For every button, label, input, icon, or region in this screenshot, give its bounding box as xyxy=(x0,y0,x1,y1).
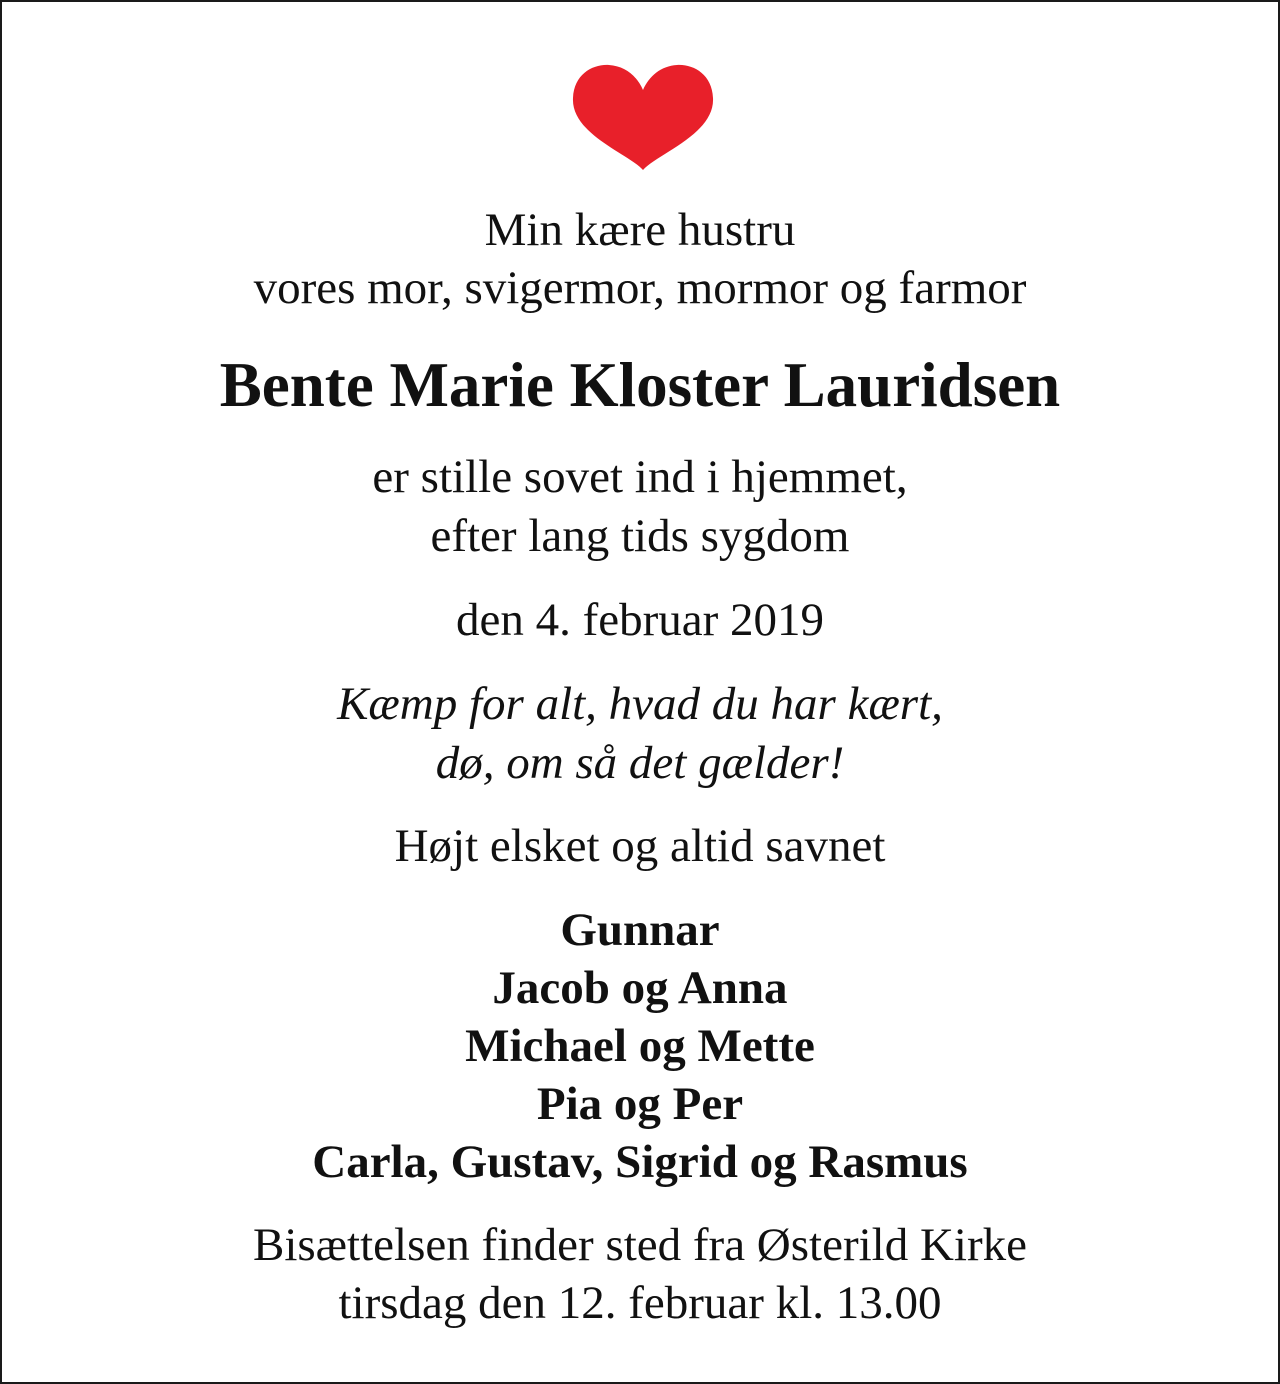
mourner-line: Carla, Gustav, Sigrid og Rasmus xyxy=(312,1136,968,1188)
mourner-line: Gunnar xyxy=(560,904,720,956)
passing-line-1: er stille sovet ind i hjemmet, xyxy=(372,451,908,503)
funeral-line-1: Bisættelsen finder sted fra Østerild Kirke xyxy=(252,1219,1027,1271)
intro-line-1: Min kære hustru xyxy=(484,204,796,256)
passing-line-2: efter lang tids sygdom xyxy=(430,510,850,562)
intro-line-2: vores mor, svigermor, mormor og farmor xyxy=(253,262,1027,314)
date-of-death: den 4. februar 2019 xyxy=(455,594,825,646)
mourner-line: Michael og Mette xyxy=(465,1020,815,1072)
deceased-name: Bente Marie Kloster Lauridsen xyxy=(219,350,1061,420)
mourner-line: Pia og Per xyxy=(536,1078,744,1130)
quote-line-1: Kæmp for alt, hvad du har kært, xyxy=(337,678,943,730)
quote-line-2: dø, om så det gælder! xyxy=(435,737,845,789)
mourner-line: Jacob og Anna xyxy=(492,962,788,1014)
farewell-line: Højt elsket og altid savnet xyxy=(394,820,886,872)
heart-icon xyxy=(571,64,715,172)
funeral-line-2: tirsdag den 12. februar kl. 13.00 xyxy=(338,1277,942,1329)
